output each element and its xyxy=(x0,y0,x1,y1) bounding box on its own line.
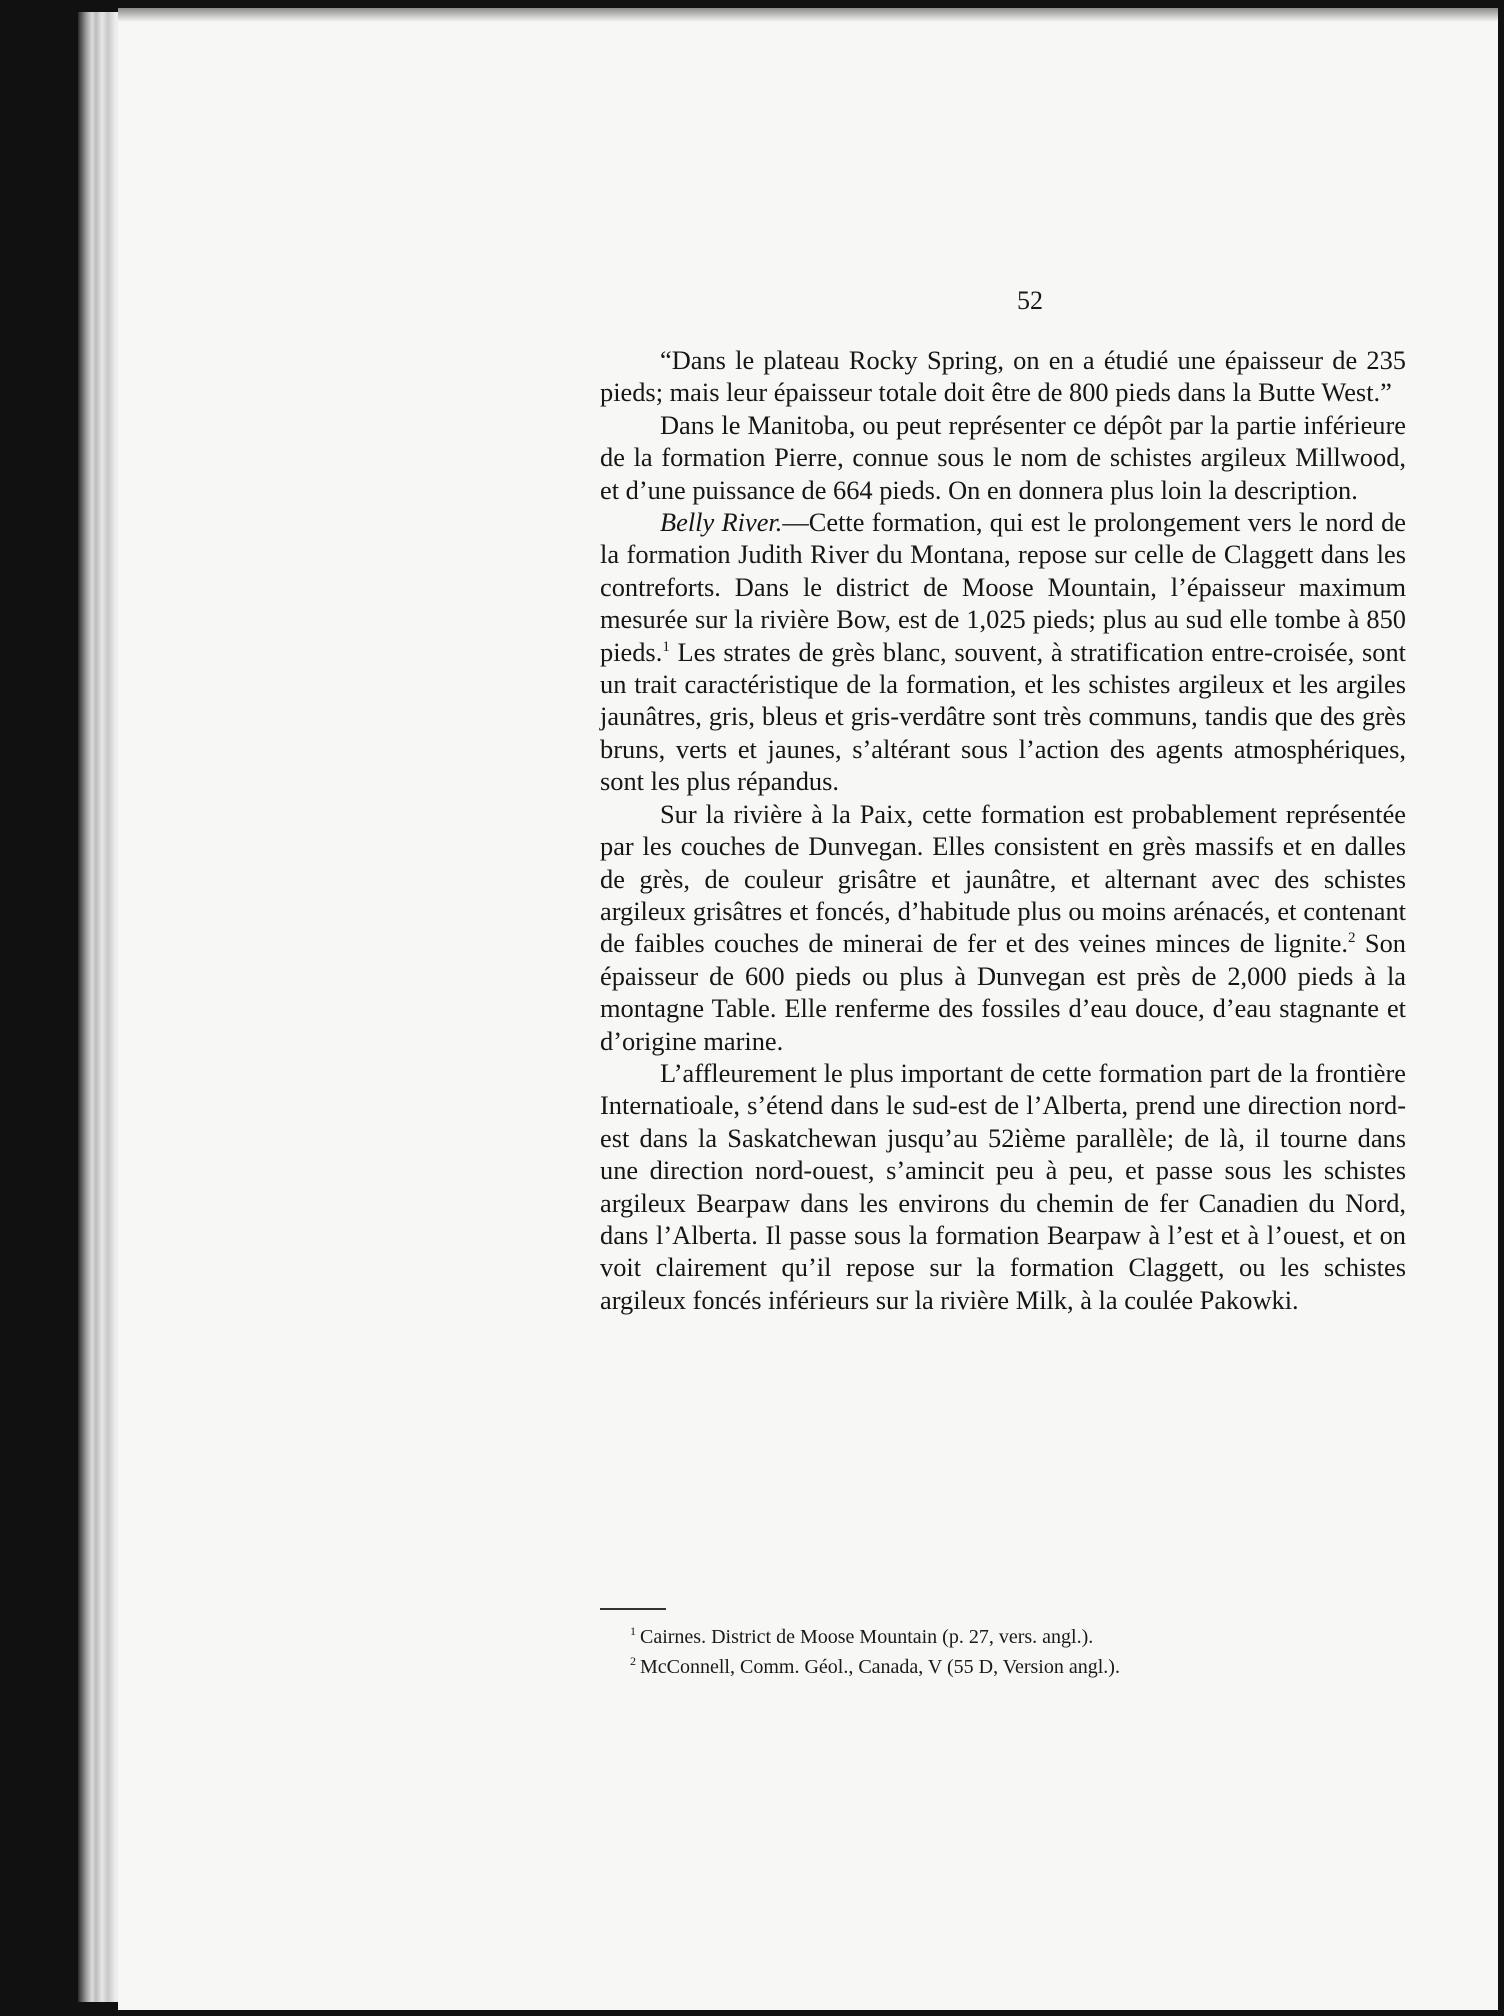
page-top-shadow xyxy=(118,8,1498,22)
section-heading-belly-river: Belly River. xyxy=(660,507,783,538)
paragraph-dunvegan xyxy=(600,798,1406,1057)
body-text xyxy=(600,344,1406,1316)
footnote-text: McConnell, Comm. Géol., Canada, V (55 D, Version angl.). xyxy=(640,1656,1120,1678)
paragraph-dunvegan-text-a: Sur la rivière à la Paix, cette formation est probablement représentée par les couches de Dunvegan. Elles consistent en grès massifs et en dalles de grès, de couleur grisâtre et jaunâtre, et alternant avec des schistes argileux grisâtres et foncés, d’habitude plus ou moins arénacés, et contenant de faibles couches de minerai de fer et des veines minces de lignite. xyxy=(600,798,1406,959)
footnote-item xyxy=(630,1652,1350,1682)
paragraph-dunvegan-text-b: Son épaisseur de 600 pieds ou plus à Dunvegan est près de 2,000 pieds à la montagne Table. Elle renferme des fossiles d’eau douce, d’eau stagnante et d’origine marine. xyxy=(600,928,1406,1056)
paragraph-affleurement: L’affleurement le plus important de cette formation part de la frontière Internatioale, s’étend dans le sud-est de l’Alberta, prend une direction nord-est dans la Saskatchewan jusqu’au 52ième parallèle; de là, il tourne dans une direction nord-ouest, s’amincit peu à peu, et passe sous les schistes argileux Bearpaw dans les environs du chemin de fer Canadien du Nord, dans l’Alberta. Il passe sous la formation Bearpaw à l’est et à l’ouest, et on voit clairement qu’il repose sur la formation Claggett, ou les schistes argileux foncés inférieurs sur la rivière Milk, à la coulée Pakowki. xyxy=(600,1057,1406,1315)
footnote-ref-1: 1 xyxy=(662,638,670,655)
footnote-marker: 2 xyxy=(630,1654,636,1669)
footnote-text: Cairnes. District de Moose Mountain (p. 27, vers. angl.). xyxy=(640,1626,1094,1648)
paragraph-quote: “Dans le plateau Rocky Spring, on en a étudié une épaisseur de 235 pieds; mais leur épaisseur totale doit être de 800 pieds dans la Butte West.” xyxy=(600,345,1406,408)
footnote-item xyxy=(630,1622,1350,1652)
paragraph-belly-river xyxy=(600,506,1406,798)
paragraph-manitoba: Dans le Manitoba, ou peut représenter ce dépôt par la partie inférieure de la formation Pierre, connue sous le nom de schistes argileux Millwood, et d’une puissance de 664 pieds. On en donnera plus loin la description. xyxy=(600,409,1406,505)
footnote-marker: 1 xyxy=(630,1624,636,1639)
footnote-divider xyxy=(600,1608,666,1610)
footnote-ref-2: 2 xyxy=(1348,930,1356,947)
page-number: 52 xyxy=(1017,286,1043,315)
paragraph-belly-river-text-a: —Cette formation, qui est le prolongement vers le nord de la formation Judith River du Montana, repose sur celle de Claggett dans les contreforts. Dans le district de Moose Mountain, l’épaisseur maximum mesurée sur la rivière Bow, est de 1,025 pieds; plus au sud elle tombe à 850 pieds. xyxy=(600,507,1406,667)
paragraph-belly-river-text-b: Les strates de grès blanc, souvent, à stratification entre-croisée, sont un trait caractéristique de la formation, et les schistes argileux et les argiles jaunâtres, gris, bleus et gris-verdâtre sont très communs, tandis que des grès bruns, verts et jaunes, s’altérant sous l’action des agents atmosphériques, sont les plus répandus. xyxy=(600,636,1406,797)
footnotes xyxy=(630,1622,1350,1682)
